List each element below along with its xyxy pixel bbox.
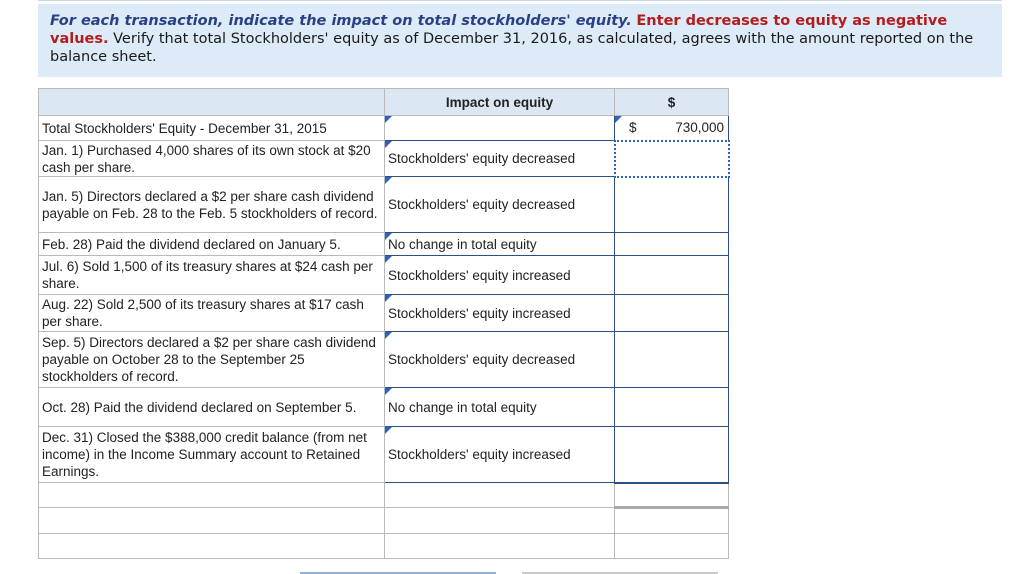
total-cell bbox=[615, 508, 729, 534]
equity-table bbox=[38, 88, 730, 559]
dropdown-marker-icon bbox=[385, 427, 392, 434]
table-row bbox=[39, 177, 729, 233]
table-row bbox=[39, 534, 729, 559]
amount-input[interactable] bbox=[615, 116, 729, 141]
row-description: Dec. 31) Closed the $388,000 credit balance (from net income) in the Income Summary account to Retained Earnings. bbox=[39, 427, 385, 483]
empty-cell bbox=[385, 483, 615, 508]
empty-cell bbox=[39, 534, 385, 559]
amount-input[interactable] bbox=[615, 177, 729, 233]
impact-select-value: Stockholders' equity increased bbox=[388, 267, 571, 283]
empty-cell bbox=[615, 534, 729, 559]
amount-input[interactable] bbox=[615, 141, 729, 177]
impact-select[interactable] bbox=[385, 256, 615, 295]
table-row bbox=[39, 508, 729, 534]
impact-select[interactable] bbox=[385, 427, 615, 483]
amount-input[interactable] bbox=[615, 388, 729, 427]
dropdown-marker-icon bbox=[385, 388, 392, 395]
table-row bbox=[39, 233, 729, 256]
table-row bbox=[39, 388, 729, 427]
instruction-warning: Enter decreases to equity as negative values. bbox=[50, 13, 948, 47]
amount-input[interactable] bbox=[615, 233, 729, 256]
amount-value: 730,000 bbox=[675, 120, 724, 136]
impact-select-value: Stockholders' equity increased bbox=[388, 447, 571, 462]
dropdown-marker-icon bbox=[385, 233, 392, 240]
dropdown-marker-icon bbox=[385, 177, 392, 184]
currency-symbol: $ bbox=[629, 120, 637, 136]
table-row bbox=[39, 332, 729, 388]
dropdown-marker-icon bbox=[385, 141, 392, 148]
impact-select[interactable] bbox=[385, 141, 615, 177]
empty-cell bbox=[385, 534, 615, 559]
table-row bbox=[39, 141, 729, 177]
instruction-box bbox=[38, 4, 1002, 77]
top-divider bbox=[38, 0, 1002, 1]
instruction-body: Verify that total Stockholders' equity as of December 31, 2016, as calculated, agrees with the amount reported on the balance sheet. bbox=[50, 31, 974, 65]
dropdown-marker-icon bbox=[615, 116, 622, 123]
impact-select[interactable] bbox=[385, 233, 615, 256]
header-row bbox=[39, 89, 729, 116]
empty-cell bbox=[39, 508, 385, 534]
impact-select[interactable] bbox=[385, 332, 615, 388]
dropdown-marker-icon bbox=[385, 295, 392, 302]
impact-select-value: No change in total equity bbox=[388, 399, 537, 415]
amount-input[interactable] bbox=[615, 295, 729, 332]
impact-select[interactable] bbox=[385, 295, 615, 332]
amount-input[interactable] bbox=[615, 332, 729, 388]
impact-select-value: Stockholders' equity increased bbox=[388, 305, 571, 321]
row-description: Sep. 5) Directors declared a $2 per share cash dividend payable on October 28 to the September 25 stockholders of record. bbox=[39, 332, 385, 388]
table-row bbox=[39, 116, 729, 141]
row-description: Feb. 28) Paid the dividend declared on January 5. bbox=[39, 233, 385, 256]
impact-select[interactable] bbox=[385, 116, 615, 141]
row-description: Jan. 5) Directors declared a $2 per share cash dividend payable on Feb. 28 to the Feb. 5 stockholders of record. bbox=[39, 177, 385, 233]
header-description-cell bbox=[39, 89, 385, 116]
impact-select[interactable] bbox=[385, 388, 615, 427]
row-description: Aug. 22) Sold 2,500 of its treasury shares at $17 cash per share. bbox=[39, 295, 385, 332]
row-description: Jul. 6) Sold 1,500 of its treasury shares at $24 cash per share. bbox=[39, 256, 385, 295]
impact-select[interactable] bbox=[385, 177, 615, 233]
empty-cell bbox=[39, 483, 385, 508]
header-impact: Impact on equity bbox=[385, 89, 615, 116]
row-description: Oct. 28) Paid the dividend declared on September 5. bbox=[39, 388, 385, 427]
instruction-lead: For each transaction, indicate the impact on total stockholders' equity. bbox=[50, 13, 632, 29]
impact-select-value: Stockholders' equity decreased bbox=[388, 151, 576, 166]
impact-select-value: No change in total equity bbox=[388, 236, 537, 252]
row-description: Total Stockholders' Equity - December 31, 2015 bbox=[39, 116, 385, 141]
row-description: Jan. 1) Purchased 4,000 shares of its own stock at $20 cash per share. bbox=[39, 141, 385, 177]
dropdown-marker-icon bbox=[385, 332, 392, 339]
empty-cell bbox=[385, 508, 615, 534]
impact-select-value: Stockholders' equity decreased bbox=[388, 352, 576, 367]
table-row bbox=[39, 295, 729, 332]
subtotal-cell bbox=[615, 483, 729, 508]
table-row bbox=[39, 483, 729, 508]
table-row bbox=[39, 427, 729, 483]
dropdown-marker-icon bbox=[385, 116, 392, 123]
dropdown-marker-icon bbox=[385, 256, 392, 263]
amount-input[interactable] bbox=[615, 427, 729, 483]
impact-select-value: Stockholders' equity decreased bbox=[388, 197, 576, 212]
amount-input[interactable] bbox=[615, 256, 729, 295]
header-amount: $ bbox=[615, 89, 729, 116]
table-row bbox=[39, 256, 729, 295]
